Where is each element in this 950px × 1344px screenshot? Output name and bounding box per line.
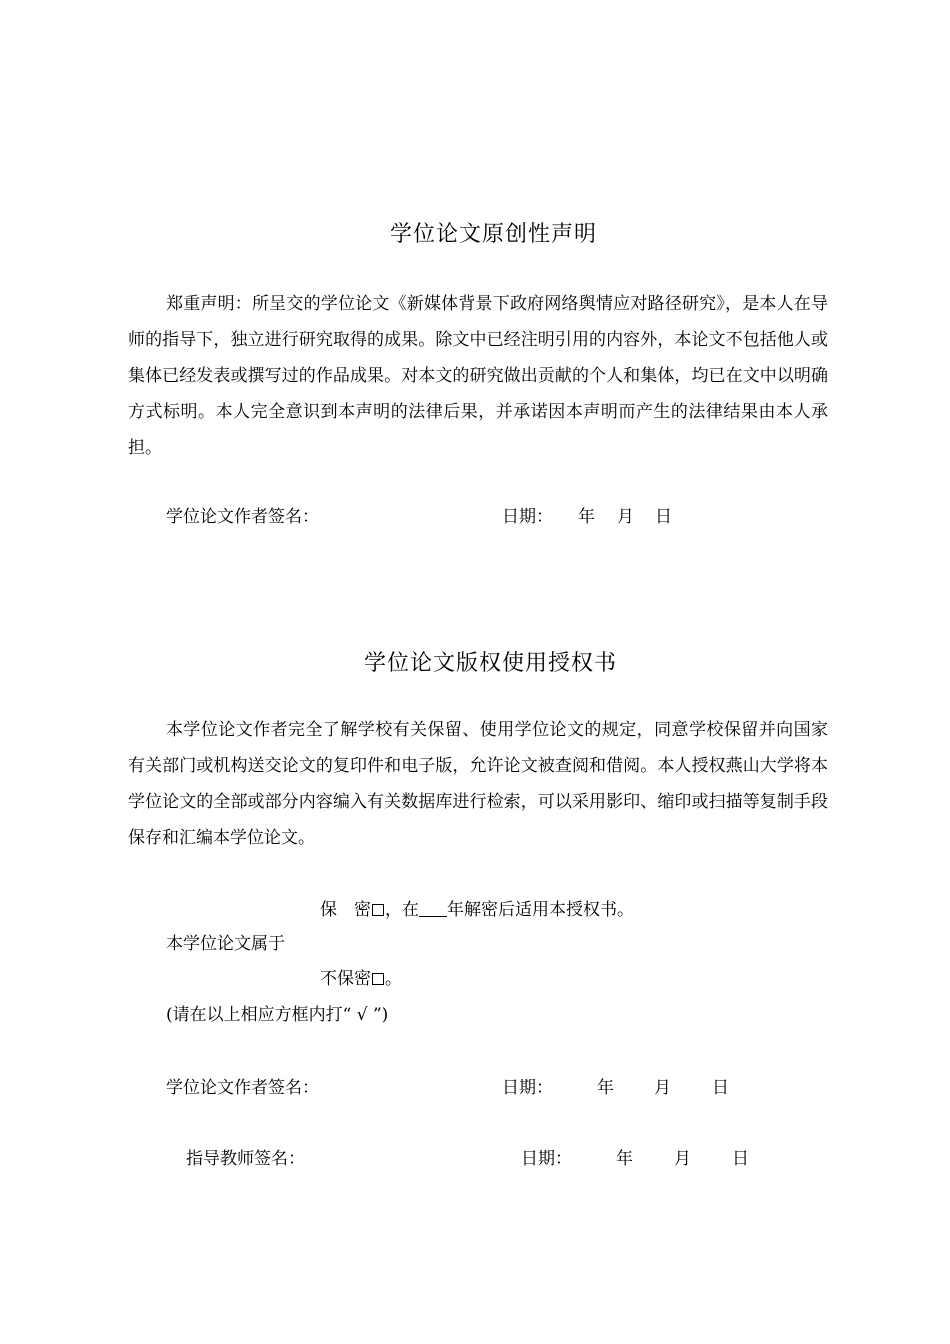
secret-mid-text: ，在 (385, 900, 419, 920)
copyright-paragraph: 本学位论文作者完全了解学校有关保留、使用学位论文的规定，同意学校保留并向国家有关部门或机构送交论文的复印件和电子版，允许论文被查阅和借阅。本人授权燕山大学将本学位论文的全部或部分内容编入有关数据库进行检索，可以采用影印、缩印或扫描等复制手段保存和汇编本学位论文。 (128, 720, 828, 848)
originality-date-label: 日期： (502, 507, 553, 527)
belongs-label: 本学位论文属于 (166, 934, 285, 954)
copyright-title: 学位论文版权使用授权书 (364, 651, 618, 676)
not-secret-label: 不保密 (320, 969, 371, 989)
secret-label: 保 密 (320, 900, 371, 920)
supervisor-date-year: 年 (616, 1149, 633, 1169)
originality-title: 学位论文原创性声明 (390, 222, 598, 247)
originality-date-day: 日 (655, 507, 672, 527)
copyright-author-date-year: 年 (597, 1078, 614, 1098)
secret-checkbox[interactable] (372, 904, 384, 916)
copyright-author-sign-label: 学位论文作者签名： (166, 1078, 319, 1098)
copyright-author-date-day: 日 (712, 1078, 729, 1098)
secret-years-blank[interactable] (419, 901, 447, 917)
supervisor-date-month: 月 (674, 1149, 691, 1169)
originality-date-month: 月 (617, 507, 634, 527)
copyright-author-date-month: 月 (654, 1078, 671, 1098)
secret-option-line (320, 899, 634, 921)
originality-paragraph: 郑重声明：所呈交的学位论文《新媒体背景下政府网络舆情应对路径研究》，是本人在导师的指导下，独立进行研究取得的成果。除文中已经注明引用的内容外，本论文不包括他人或集体已经发表或撰写过的作品成果。对本文的研究做出贡献的个人和集体，均已在文中以明确方式标明。本人完全意识到本声明的法律后果，并承诺因本声明而产生的法律结果由本人承担。 (128, 294, 828, 458)
originality-date-year: 年 (578, 507, 595, 527)
supervisor-date-label: 日期： (521, 1149, 572, 1169)
not-secret-option-line (320, 968, 402, 990)
copyright-author-date-label: 日期： (502, 1078, 553, 1098)
secret-after-text: 年解密后适用本授权书。 (447, 900, 634, 920)
originality-author-sign-label: 学位论文作者签名： (166, 507, 319, 527)
supervisor-sign-label: 指导教师签名： (186, 1149, 305, 1169)
not-secret-checkbox[interactable] (372, 973, 384, 985)
instruction-note: (请在以上相应方框内打“ √ ”) (166, 1005, 389, 1025)
not-secret-period: 。 (385, 969, 402, 989)
supervisor-date-day: 日 (732, 1149, 749, 1169)
